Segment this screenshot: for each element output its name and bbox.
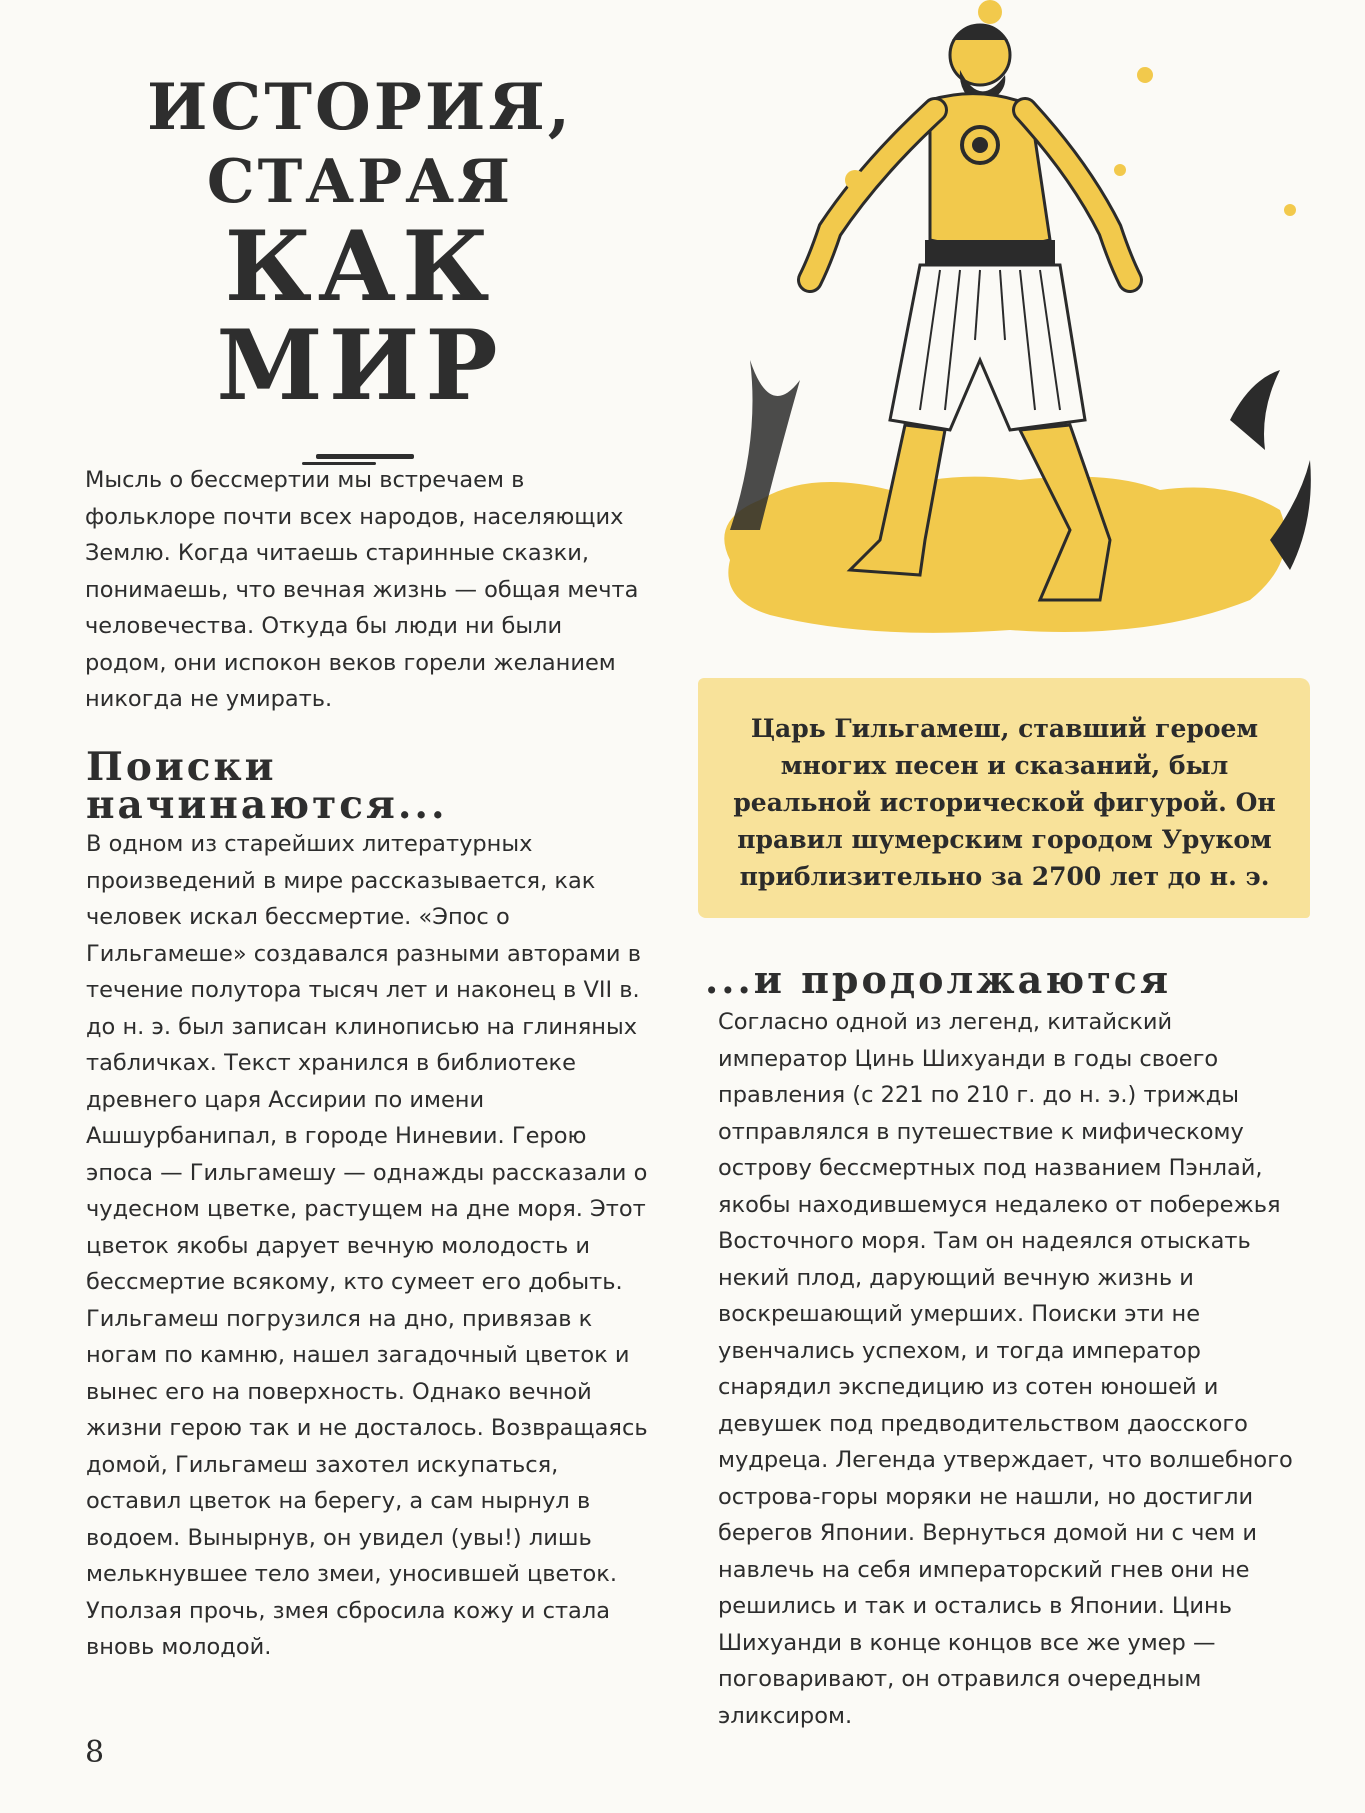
- title-line-3: КАК: [224, 210, 496, 323]
- intro-paragraph: [85, 462, 645, 718]
- section-heading-and-continue: ...и продолжаются: [705, 957, 1172, 1002]
- page-title: [90, 70, 630, 422]
- section2-body: Согласно одной из легенд, китайский император Цинь Шихуанди в годы своего правления (с 221 по 210 г. до н. э.) трижды отправлялся в путешествие к мифическому острову бессмертных под названием Пэнлай, якобы находившемуся недалеко от побережья Восточного моря. Там он надеялся отыскать некий плод, дарующий вечную жизнь и воскрешающий умерших. Поиски эти не увенчались успехом, и тогда император снарядил экспедицию из сотен юношей и девушек под предводительством даосского мудреца. Легенда утверждает, что волшебного острова-горы моряки не нашли, но достигли берегов Японии. Вернуться домой ни с чем и навлечь на себя императорский гнев они не решились и так и остались в Японии. Цинь Шихуанди в конце концов все же умер — поговаривают, он отравился очередным эликсиром.: [718, 1009, 1293, 1729]
- section-heading-line-2: начинаются...: [86, 782, 448, 828]
- gilgamesh-figure-image: [690, 0, 1330, 660]
- page-number: 8: [85, 1735, 105, 1770]
- title-divider: [316, 454, 414, 459]
- gilgamesh-illustration: [690, 0, 1330, 660]
- qin-shihuang-story-text: [718, 1004, 1298, 1734]
- title-line-2: СТАРАЯ: [206, 147, 514, 217]
- section-heading-search-begins: [86, 744, 448, 828]
- section-heading-line-1: Поиски: [86, 744, 277, 790]
- section1-body: В одном из старейших литературных произведений в мире рассказывается, как человек искал бессмертие. «Эпос о Гильгамеше» создавался разными авторами в течение полутора тысяч лет и наконец в VII в. до н. э. был записан клинописью на глиняных табличках. Текст хранился в библиотеке древнего царя Ассирии по имени Ашшурбанипал, в городе Ниневии. Герою эпоса — Гильгамешу — однажды рассказали о чудесном цветке, растущем на дне моря. Этот цветок якобы дарует вечную молодость и бессмертие всякому, кто сумеет его добыть. Гильгамеш погрузился на дно, привязав к ногам по камню, нашел загадочный цветок и вынес его на поверхность. Однако вечной жизни герою так и не досталось. Возвращаясь домой, Гильгамеш захотел искупаться, оставил цветок на берегу, а сам нырнул в водоем. Вынырнув, он увидел (увы!) лишь мелькнувшее тело змеи, уносившей цветок. Уползая прочь, змея сбросила кожу и стала вновь молодой.: [86, 831, 648, 1660]
- intro-text: Мысль о бессмертии мы встречаем в фольклоре почти всех народов, населяющих Землю. Когда читаешь старинные сказки, понимаешь, что вечная жизнь — общая мечта человечества. Откуда бы люди ни были родом, они испокон веков горели желанием никогда не умирать.: [85, 467, 639, 712]
- title-line-4: МИР: [216, 309, 504, 422]
- caption-box: [698, 678, 1310, 918]
- caption-text: Царь Гильгамеш, ставший героем многих песен и сказаний, был реальной исторической фигурой. Он правил шумерским городом Уруком приблизительно за 2700 лет до н. э.: [733, 714, 1276, 891]
- title-line-1: ИСТОРИЯ,: [146, 70, 574, 145]
- gilgamesh-story-text: [86, 826, 656, 1666]
